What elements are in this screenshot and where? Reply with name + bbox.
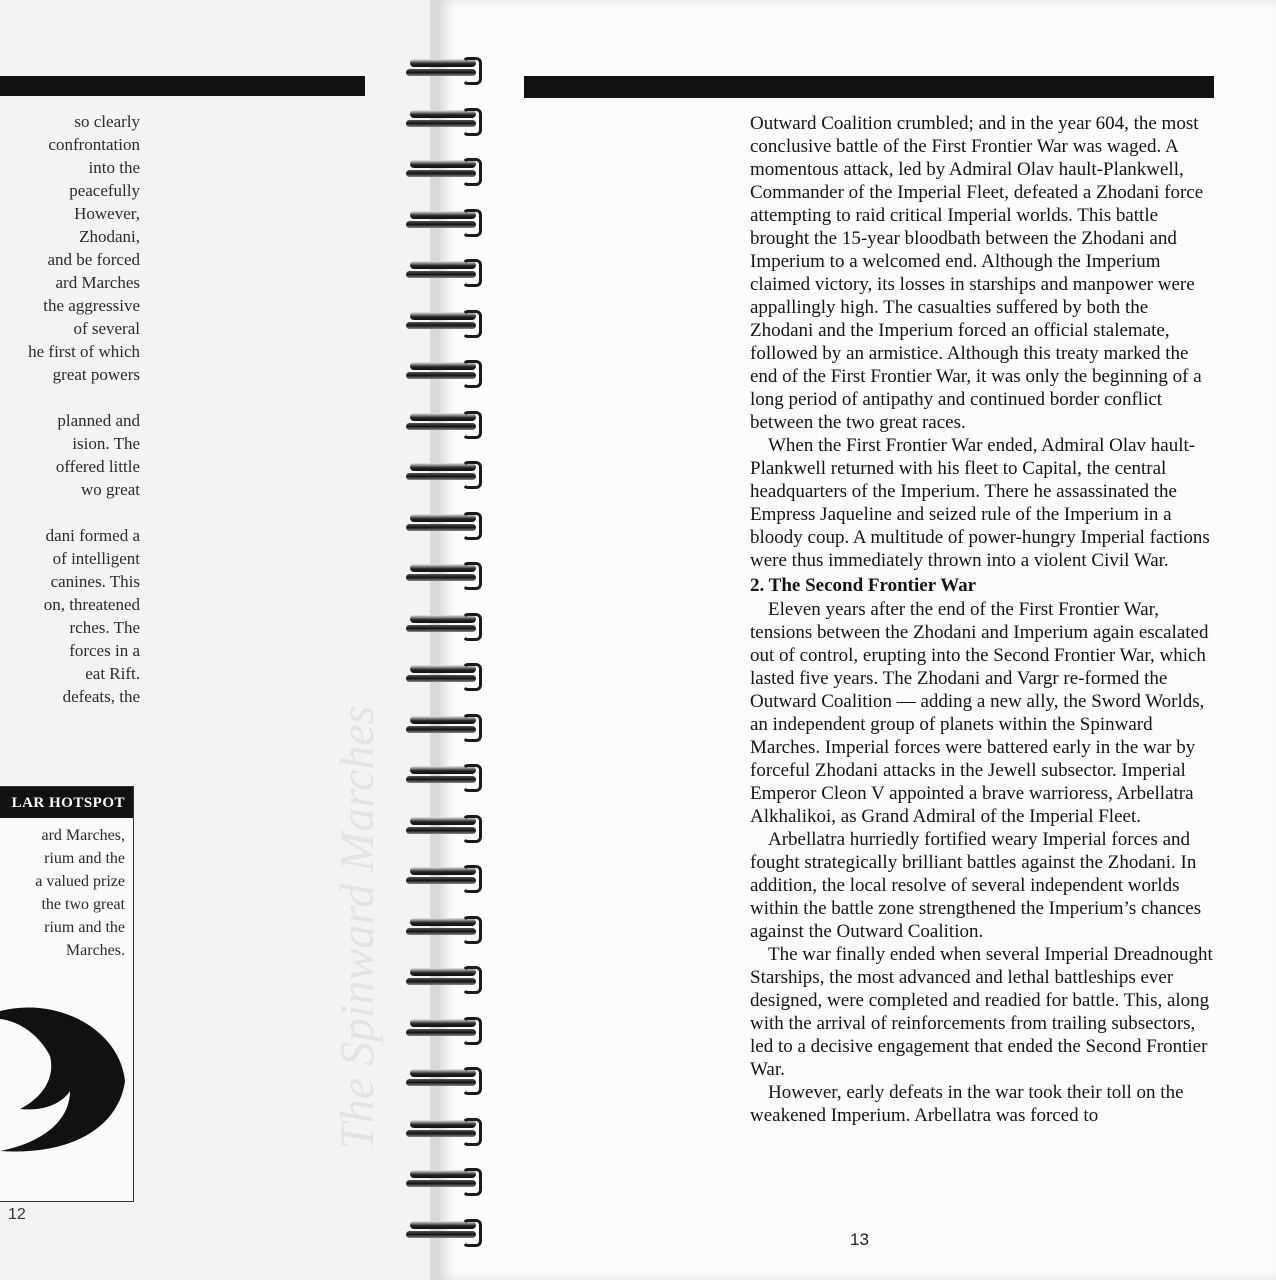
section-heading: 2. The Second Frontier War xyxy=(750,575,977,596)
header-bar-left xyxy=(0,76,365,96)
crescent-logo-icon xyxy=(0,991,140,1161)
spiral-coil xyxy=(402,813,482,839)
vertical-chapter-title: The Spinward Marches xyxy=(331,705,384,1150)
spiral-coil xyxy=(402,358,482,384)
left-text-line: offered little xyxy=(55,457,140,476)
body-column xyxy=(750,112,1215,1127)
spiral-coil xyxy=(402,55,482,81)
spiral-coil xyxy=(402,1015,482,1041)
spiral-coil xyxy=(402,863,482,889)
left-text-line: so clearly xyxy=(74,112,140,131)
paragraph: However, early defeats in the war took their toll on the weakened Imperium. Arbellatra was forced to xyxy=(750,1082,1184,1126)
spiral-coil xyxy=(402,156,482,182)
spiral-coil xyxy=(402,510,482,536)
left-text-line: defeats, the xyxy=(62,687,140,706)
left-text-line: eat Rift. xyxy=(85,664,140,683)
hotspot-line: rium and the xyxy=(44,850,125,867)
paragraph: Outward Coalition crumbled; and in the year 604, the most conclusive battle of the First Frontier War was waged. A momentous attack, led by Admiral Olav hault-Plankwell, Commander of the Imperial Fleet, defeated a Zhodani force attempting to raid critical Imperial worlds. This battle brought the 15-year bloodbath between the Zhodani and Imperium to a welcomed end. Although the Imperium claimed victory, its losses in starships and manpower were appallingly high. The casualties suffered by both the Zhodani and the Imperium forced an official stalemate, followed by an armistice. Although this treaty marked the end of the First Frontier War, it was only the beginning of a long period of antipathy and continued border conflict between the two great races. xyxy=(750,113,1204,433)
paragraph: Arbellatra hurriedly fortified weary Imperial forces and fought strategically brilliant battles against the Zhodani. In addition, the local resolve of several independent worlds within the battle zone strengthened the Imperium’s chances against the Outward Coalition. xyxy=(750,829,1202,942)
left-text-line: ard Marches xyxy=(55,273,140,292)
left-text-line: the aggressive xyxy=(43,296,140,315)
left-text-line: wo great xyxy=(80,480,140,499)
left-text-line: However, xyxy=(74,204,140,223)
spiral-coil xyxy=(402,207,482,233)
spiral-coil xyxy=(402,762,482,788)
spiral-coil xyxy=(402,1166,482,1192)
left-text-line: ision. The xyxy=(72,434,140,453)
paragraph: Eleven years after the end of the First Frontier War, tensions between the Zhodani and Imperium again escalated out of control, erupting into the Second Frontier War, which lasted five years. The Zhodani and Vargr re-formed the Outward Coalition — adding a new ally, the Sword Worlds, an independent group of planets within the Spinward Marches. Imperial forces were battered early in the war by forceful Zhodani attacks in the Jewell subsector. Imperial Emperor Cleon V appointed a brave warrioress, Arbellatra Alkhalikoi, as Grand Admiral of the Imperial Fleet. xyxy=(750,599,1209,827)
hotspot-line: ard Marches, xyxy=(41,827,125,844)
left-text-line: he first of which xyxy=(28,342,140,361)
left-text-line xyxy=(0,386,140,409)
spiral-coil xyxy=(402,661,482,687)
left-text-line: canines. This xyxy=(50,572,140,591)
spiral-coil xyxy=(402,409,482,435)
hotspot-sidebar xyxy=(0,786,134,1202)
spiral-coil xyxy=(402,560,482,586)
spiral-coil xyxy=(402,914,482,940)
right-page xyxy=(440,0,1276,1280)
hotspot-line: rium and the xyxy=(44,919,125,936)
spiral-coil xyxy=(402,712,482,738)
left-text-line: rches. The xyxy=(69,618,140,637)
left-text-line: Zhodani, xyxy=(79,227,140,246)
spiral-coil xyxy=(402,1116,482,1142)
spiral-coil xyxy=(402,308,482,334)
left-text-line: dani formed a xyxy=(45,526,140,545)
hotspot-line: the two great xyxy=(41,896,125,913)
left-text-line xyxy=(0,501,140,524)
hotspot-line: Marches. xyxy=(65,942,125,959)
spiral-coil xyxy=(402,1217,482,1243)
paragraph: When the First Frontier War ended, Admiral Olav hault-Plankwell returned with his fleet to Capital, the central headquarters of the Imperium. There he assassinated the Empress Jaqueline and seized rule of the Imperium in a bloody coup. A multitude of power-hungry Imperial factions were thus immediately thrown into a violent Civil War. xyxy=(750,435,1210,571)
header-bar-right xyxy=(524,76,1214,98)
left-text-line: of several xyxy=(73,319,140,338)
spiral-coil xyxy=(402,257,482,283)
spiral-coil xyxy=(402,611,482,637)
spiral-coil xyxy=(402,106,482,132)
left-page xyxy=(0,0,430,1280)
left-text-line: confrontation xyxy=(48,135,140,154)
spiral-binding xyxy=(402,55,484,1235)
spiral-coil xyxy=(402,1065,482,1091)
hotspot-body xyxy=(0,818,133,962)
left-text-line: forces in a xyxy=(69,641,140,660)
left-text-line: into the xyxy=(88,158,140,177)
left-text-line: of intelligent xyxy=(52,549,140,568)
hotspot-line: a valued prize xyxy=(35,873,125,890)
page-number-right: 13 xyxy=(850,1230,869,1249)
left-text-line: peacefully xyxy=(69,181,140,200)
left-text-line: on, threatened xyxy=(43,595,140,614)
paragraph: The war finally ended when several Imperial Dreadnought Starships, the most advanced and lethal battleships ever designed, were completed and readied for battle. This, along with the arrival of reinforcements from trailing subsectors, led to a decisive engagement that ended the Second Frontier War. xyxy=(750,944,1213,1080)
left-text-line: planned and xyxy=(57,411,140,430)
left-text-line: great powers xyxy=(52,365,140,384)
left-page-text xyxy=(0,110,140,708)
spiral-coil xyxy=(402,964,482,990)
left-text-line: and be forced xyxy=(47,250,140,269)
page-number-left: 12 xyxy=(8,1206,26,1223)
spiral-coil xyxy=(402,459,482,485)
hotspot-title: LAR HOTSPOT xyxy=(0,787,133,818)
